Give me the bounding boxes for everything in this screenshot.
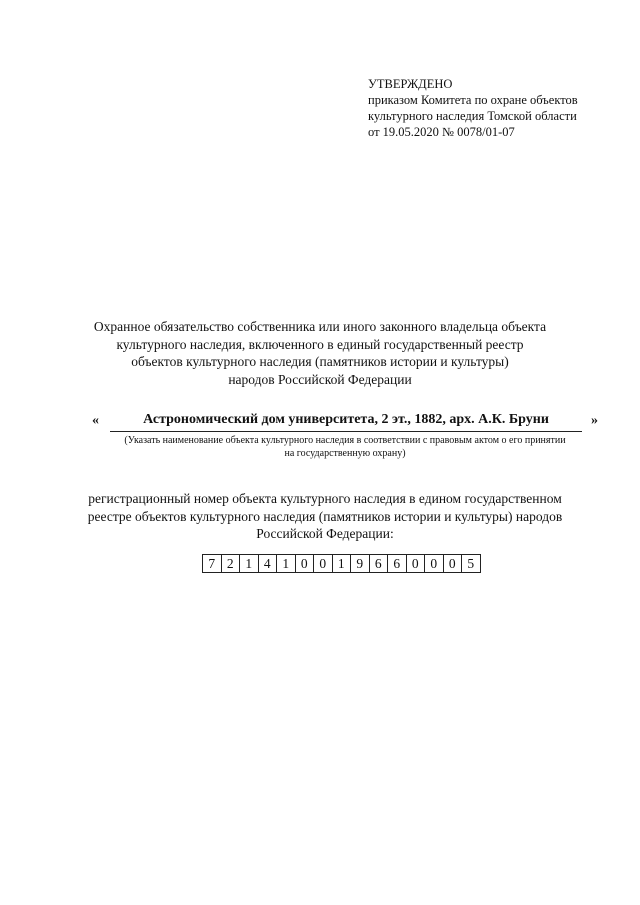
object-hint-line-1: (Указать наименование объекта культурного наследия в соответствии с правовым актом о его принятии — [124, 435, 566, 446]
approval-line-2: культурного наследия Томской области — [368, 109, 577, 123]
approval-stamp — [368, 76, 628, 140]
registry-caption-line-2: реестре объектов культурного наследия (памятников истории и культуры) народов — [87, 508, 563, 524]
registry-caption-line-1: регистрационный номер объекта культурного наследия в едином государственном — [88, 491, 562, 506]
obligation-title-line-3: объектов культурного наследия (памятников истории и культуры) — [131, 354, 509, 369]
registry-caption — [60, 490, 590, 543]
registration-digit: 5 — [462, 555, 481, 572]
registration-digit: 2 — [222, 555, 241, 572]
registration-digit: 1 — [277, 555, 296, 572]
registration-digit: 0 — [407, 555, 426, 572]
obligation-title-line-1: Охранное обязательство собственника или иного законного владельца объекта — [93, 319, 547, 334]
registration-digit: 0 — [444, 555, 463, 572]
obligation-title-line-4: народов Российской Федерации — [228, 371, 412, 387]
object-hint-line-2: на государственную охрану) — [284, 448, 406, 459]
registration-digit: 1 — [333, 555, 352, 572]
registration-digit: 0 — [314, 555, 333, 572]
registration-digit: 7 — [203, 555, 222, 572]
registration-digit: 0 — [296, 555, 315, 572]
obligation-title — [60, 318, 580, 388]
registration-digit: 6 — [370, 555, 389, 572]
registration-digit: 1 — [240, 555, 259, 572]
approval-line-3: от 19.05.2020 № 0078/01-07 — [368, 125, 515, 139]
registry-caption-line-3: Российской Федерации: — [256, 526, 394, 541]
registration-digit: 9 — [351, 555, 370, 572]
quote-open: « — [92, 413, 99, 428]
object-name-row — [92, 412, 600, 434]
registration-number-boxes — [202, 554, 481, 573]
object-name: Астрономический дом университета, 2 эт., 1882, арх. А.К. Бруни — [110, 412, 582, 432]
registration-digit: 4 — [259, 555, 278, 572]
quote-close: » — [591, 413, 598, 428]
approval-line-1: приказом Комитета по охране объектов — [368, 93, 578, 107]
approval-heading: УТВЕРЖДЕНО — [368, 77, 453, 91]
registration-digit: 6 — [388, 555, 407, 572]
object-name-hint — [100, 434, 590, 460]
obligation-title-line-2: культурного наследия, включенного в единый государственный реестр — [116, 336, 524, 352]
registration-digit: 0 — [425, 555, 444, 572]
